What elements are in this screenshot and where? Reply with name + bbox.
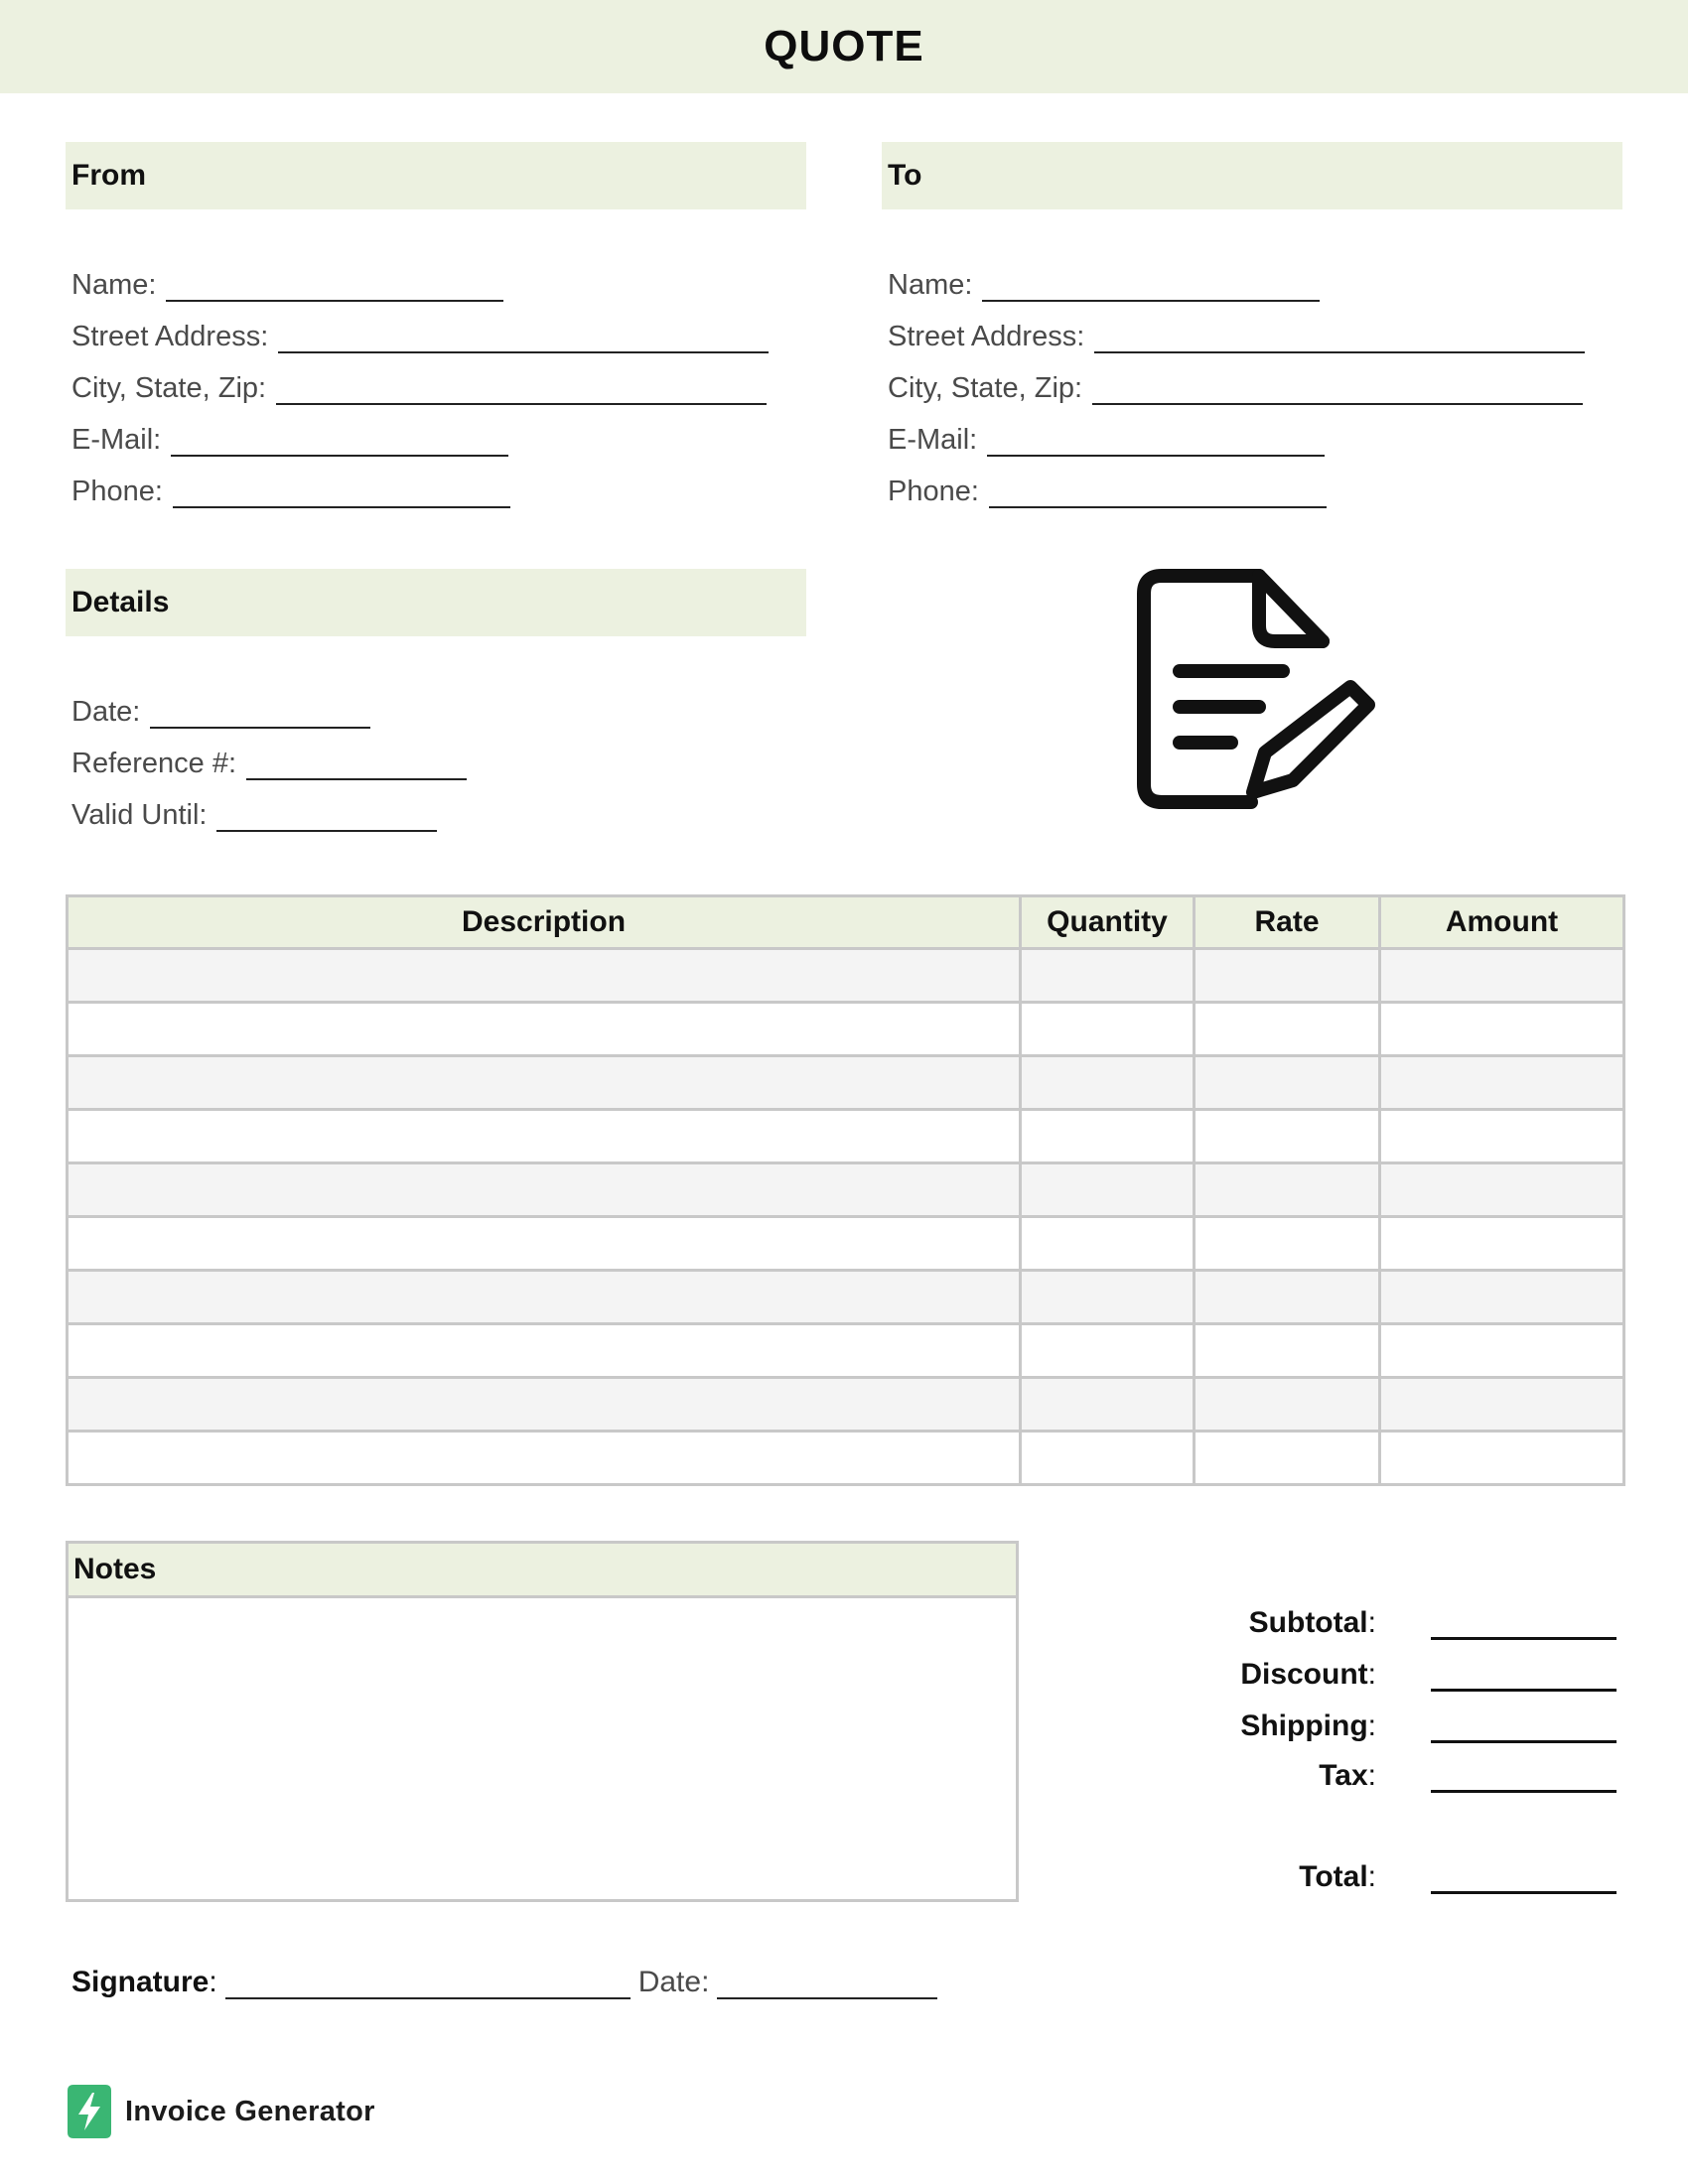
rate-cell[interactable] [1195,1432,1380,1485]
field-label: Date: [71,696,141,728]
rate-cell[interactable] [1195,1003,1380,1056]
brand-footer [68,2085,375,2138]
from-city-field[interactable] [71,365,767,405]
table-row [68,1324,1624,1378]
rate-cell[interactable] [1195,1163,1380,1217]
to-header-label: To [888,159,922,192]
amount-cell[interactable] [1380,1271,1624,1324]
from-header [66,142,806,209]
field-label: City, State, Zip: [71,372,267,404]
signature-date-blank[interactable] [717,1968,937,1999]
rate-cell[interactable] [1195,1378,1380,1432]
to-name-field[interactable] [888,262,1320,302]
field-blank[interactable] [166,270,503,302]
discount-row[interactable] [1092,1652,1618,1692]
field-label: Phone: [71,476,163,507]
quantity-cell[interactable] [1021,1003,1195,1056]
field-label: Street Address: [71,321,269,352]
shipping-label: Shipping: [1240,1709,1376,1742]
table-row [68,1056,1624,1110]
total-label: Total: [1299,1860,1376,1893]
column-header-description: Description [68,896,1021,949]
field-blank[interactable] [216,800,437,832]
from-name-field[interactable] [71,262,503,302]
table-row [68,1003,1624,1056]
shipping-blank[interactable] [1431,1708,1617,1743]
field-blank[interactable] [1094,322,1585,353]
description-cell[interactable] [68,1003,1021,1056]
description-cell[interactable] [68,1110,1021,1163]
field-label: Reference #: [71,748,237,779]
tax-row[interactable] [1092,1753,1618,1793]
field-blank[interactable] [246,749,467,780]
field-label: Valid Until: [71,799,208,831]
table-header-row [68,896,1624,949]
amount-cell[interactable] [1380,1003,1624,1056]
quantity-cell[interactable] [1021,1163,1195,1217]
subtotal-label: Subtotal: [1248,1606,1376,1639]
quantity-cell[interactable] [1021,1056,1195,1110]
to-email-field[interactable] [888,417,1325,457]
notes-header-label: Notes [73,1553,157,1585]
notes-box[interactable] [66,1541,1019,1902]
notes-header [69,1544,1016,1598]
signature-blank[interactable] [225,1968,631,1999]
field-label: E-Mail: [71,424,162,456]
to-street-field[interactable] [888,314,1585,353]
total-row[interactable] [1092,1854,1618,1894]
field-label: City, State, Zip: [888,372,1083,404]
table-row [68,1378,1624,1432]
discount-label: Discount: [1240,1658,1376,1691]
quantity-cell[interactable] [1021,949,1195,1003]
description-cell[interactable] [68,1378,1021,1432]
to-header [882,142,1622,209]
subtotal-row[interactable] [1092,1600,1618,1640]
details-date-field[interactable] [71,689,370,729]
title-bar [0,0,1688,93]
description-cell[interactable] [68,1056,1021,1110]
column-header-rate: Rate [1195,896,1380,949]
description-cell[interactable] [68,949,1021,1003]
rate-cell[interactable] [1195,1056,1380,1110]
amount-cell[interactable] [1380,1056,1624,1110]
total-blank[interactable] [1431,1859,1617,1894]
field-label: Street Address: [888,321,1085,352]
amount-cell[interactable] [1380,1432,1624,1485]
amount-cell[interactable] [1380,1378,1624,1432]
details-header-label: Details [71,586,170,618]
page-title: QUOTE [764,22,924,70]
amount-cell[interactable] [1380,1110,1624,1163]
items-table [66,894,1625,1486]
field-blank[interactable] [276,373,767,405]
tax-label: Tax: [1319,1759,1376,1792]
description-cell[interactable] [68,1324,1021,1378]
document-edit-icon [1132,568,1382,816]
from-phone-field[interactable] [71,469,510,508]
amount-cell[interactable] [1380,1163,1624,1217]
from-header-label: From [71,159,146,192]
table-row [68,1432,1624,1485]
field-blank[interactable] [987,425,1325,457]
details-header [66,569,806,636]
brand-name: Invoice Generator [125,2095,375,2127]
quantity-cell[interactable] [1021,1217,1195,1271]
field-label: E-Mail: [888,424,978,456]
description-cell[interactable] [68,1271,1021,1324]
rate-cell[interactable] [1195,1324,1380,1378]
signature-date-label: Date: [637,1966,710,1998]
details-reference-field[interactable] [71,741,467,780]
field-blank[interactable] [171,425,508,457]
field-blank[interactable] [1092,373,1583,405]
from-street-field[interactable] [71,314,769,353]
discount-blank[interactable] [1431,1657,1617,1692]
signature-label: Signature: [71,1966,217,1998]
amount-cell[interactable] [1380,1324,1624,1378]
to-phone-field[interactable] [888,469,1327,508]
table-row [68,1110,1624,1163]
field-blank[interactable] [989,477,1327,508]
table-row [68,1271,1624,1324]
amount-cell[interactable] [1380,1217,1624,1271]
description-cell[interactable] [68,1217,1021,1271]
rate-cell[interactable] [1195,1217,1380,1271]
amount-cell[interactable] [1380,949,1624,1003]
description-cell[interactable] [68,1163,1021,1217]
field-blank[interactable] [150,697,370,729]
field-label: Phone: [888,476,979,507]
tax-blank[interactable] [1431,1758,1617,1793]
from-email-field[interactable] [71,417,508,457]
shipping-row[interactable] [1092,1704,1618,1743]
field-blank[interactable] [278,322,769,353]
signature-row [71,1960,937,1999]
column-header-quantity: Quantity [1021,896,1195,949]
table-row [68,1217,1624,1271]
field-label: Name: [888,269,973,301]
quantity-cell[interactable] [1021,1110,1195,1163]
field-label: Name: [71,269,157,301]
rate-cell[interactable] [1195,949,1380,1003]
quantity-cell[interactable] [1021,1324,1195,1378]
quantity-cell[interactable] [1021,1271,1195,1324]
column-header-amount: Amount [1380,896,1624,949]
quantity-cell[interactable] [1021,1432,1195,1485]
description-cell[interactable] [68,1432,1021,1485]
table-row [68,949,1624,1003]
field-blank[interactable] [982,270,1320,302]
field-blank[interactable] [173,477,510,508]
quantity-cell[interactable] [1021,1378,1195,1432]
lightning-bolt-icon [68,2085,111,2138]
table-row [68,1163,1624,1217]
subtotal-blank[interactable] [1431,1605,1617,1640]
rate-cell[interactable] [1195,1271,1380,1324]
to-city-field[interactable] [888,365,1583,405]
details-valid-until-field[interactable] [71,792,437,832]
rate-cell[interactable] [1195,1110,1380,1163]
